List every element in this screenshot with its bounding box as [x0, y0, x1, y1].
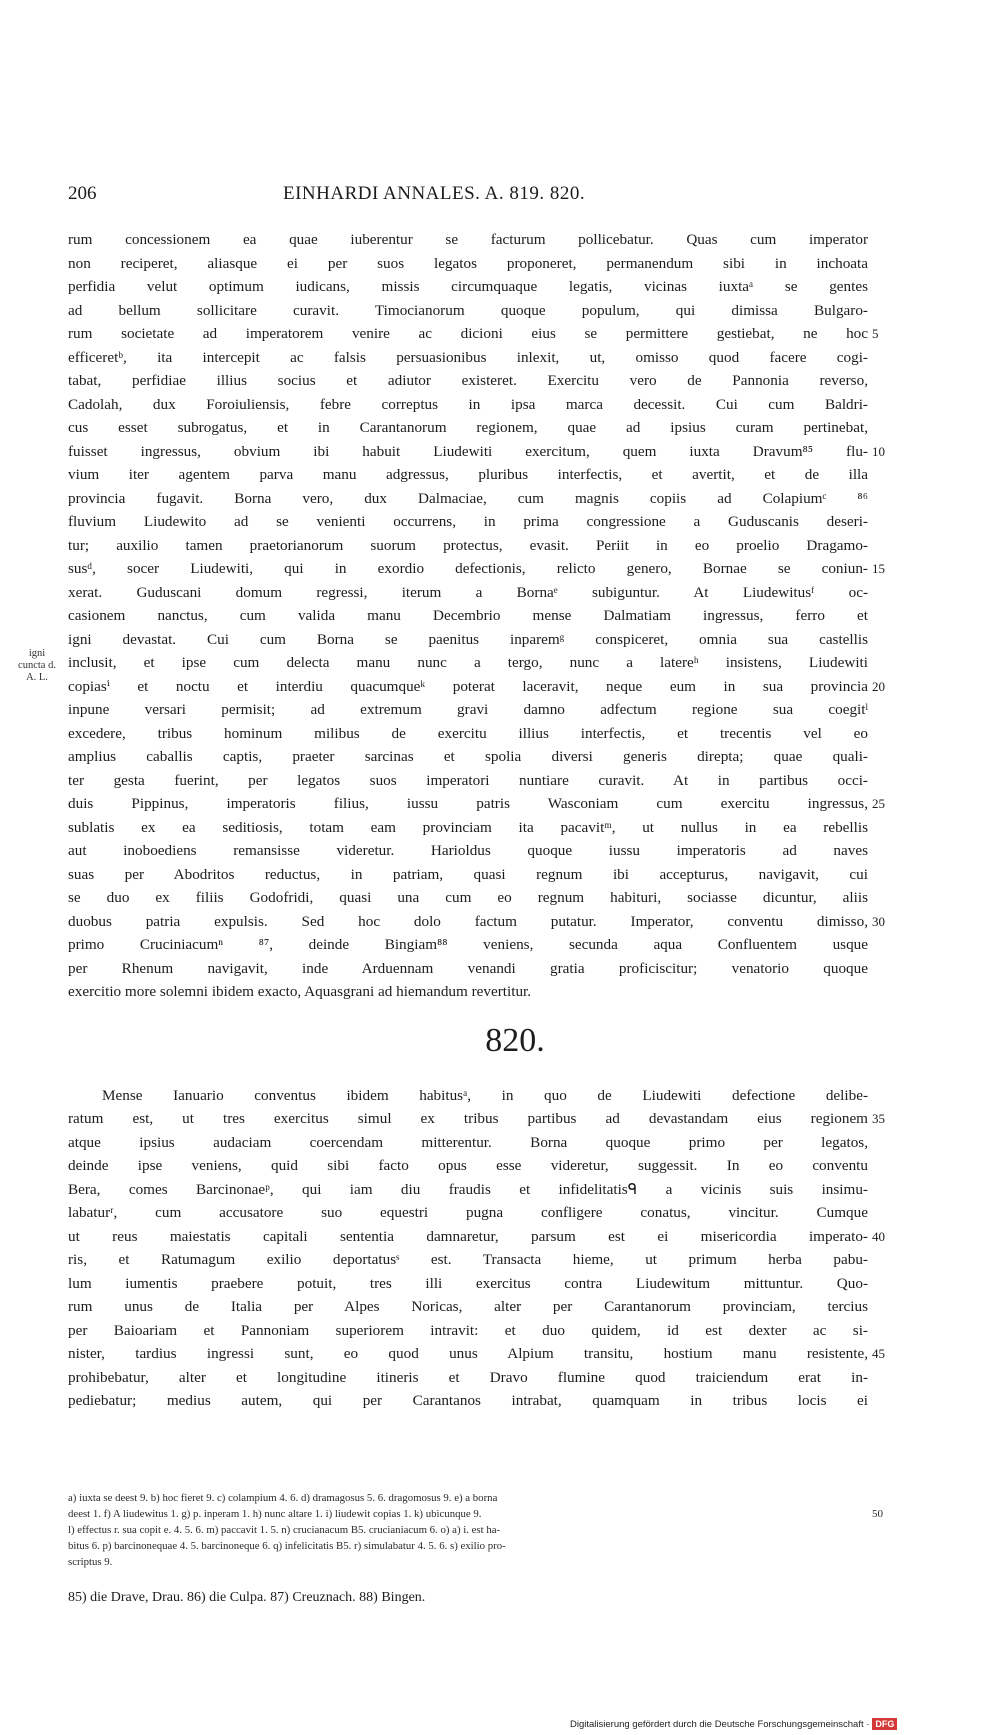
footnote-line — [68, 1538, 868, 1554]
body-line — [0, 1366, 1000, 1390]
body-line-text: Mense Ianuario conventus ibidem habitusᵃ, in quo de Liudewiti defectione delibe- — [102, 1086, 868, 1104]
body-line-text: tabat, perfidiae illius socius et adiutor existeret. Exercitu vero de Pannonia reverso, — [68, 372, 868, 389]
footnotes — [68, 1490, 883, 1570]
dfg-logo: DFG — [872, 1718, 897, 1730]
body-line-text: ad bellum sollicitare curavit. Timocianorum quoque populum, qui dimissa Bulgaro- — [68, 301, 868, 319]
geographic-notes: 85) die Drave, Drau. 86) die Culpa. 87) Creuznach. 88) Bingen. — [68, 1590, 426, 1605]
body-line — [0, 275, 1000, 299]
line-number: 10 — [872, 443, 885, 459]
body-line-text: fuisset ingressus, obvium ibi habuit Liudewiti exercitum, quem iuxta Dravum⁸⁵ flu- — [68, 442, 868, 460]
footer-text: Digitalisierung gefördert durch die Deutsche Forschungsgemeinschaft · — [570, 1719, 870, 1730]
body-line-text: rum unus de Italia per Alpes Noricas, alter per Carantanorum provinciam, tercius — [68, 1298, 868, 1315]
body-line — [0, 980, 1000, 1004]
running-title: EINHARDI ANNALES. A. 819. 820. — [283, 183, 586, 204]
line-number: 20 — [872, 678, 885, 694]
body-line-text: provincia fugavit. Borna vero, dux Dalmaciae, cum magnis copiis ad Colapiumᶜ ⁸⁶ — [68, 489, 868, 507]
footnote-line-text: a) iuxta se deest 9. b) hoc fieret 9. c) colampium 4. 6. d) dramagosus 5. 6. dragomosus 9. e) a borna — [68, 1492, 498, 1504]
body-line — [0, 1319, 1000, 1343]
body-line — [0, 534, 1000, 558]
body-line — [0, 769, 1000, 793]
line-number: 40 — [872, 1228, 885, 1244]
body-line-text: pediebatur; medius autem, qui per Carantanos intrabat, quamquam in tribus locis ei — [68, 1392, 868, 1409]
line-number: 45 — [872, 1346, 885, 1361]
body-line — [0, 816, 1000, 840]
body-line-text: tur; auxilio tamen praetorianorum suorum protectus, evasit. Periit in eo proelio Dragamo- — [68, 536, 868, 554]
body-line-text: duis Pippinus, imperatoris filius, iussu patris Wasconiam cum exercitu ingressus, — [68, 795, 868, 812]
body-line — [0, 1389, 1000, 1413]
body-line — [0, 440, 1000, 464]
body-line — [0, 1084, 1000, 1108]
body-line-text: amplius caballis captis, praeter sarcinas et spolia diversi generis direpta; quae quali- — [68, 748, 868, 765]
body-line-text: se duo ex filiis Godofridi, quasi una cum eo regnum habituri, sociasse dicuntur, aliis — [68, 889, 868, 906]
body-line-text: atque ipsius audaciam coercendam mitterentur. Borna quoque primo per legatos, — [68, 1133, 868, 1151]
body-line-text: ter gesta fuerint, per legatos suos imperatori nuntiare curavit. At in partibus occi- — [68, 771, 868, 789]
body-line — [0, 1225, 1000, 1249]
annal-819-text — [0, 228, 1000, 1004]
body-line — [0, 252, 1000, 276]
footnote-line-text: bitus 6. p) barcinonequae 4. 5. barcinoneque 6. q) infelicitatis B5. r) simulabatur 4. 5. 6. s) exilio pro- — [68, 1540, 506, 1552]
body-line-text: inpune versari permisit; ad extremum gravi damno adfectum regione sua coegitˡ — [68, 701, 868, 718]
body-line — [0, 557, 1000, 581]
body-line — [0, 510, 1000, 534]
body-line — [0, 1342, 1000, 1366]
footnote-line — [68, 1506, 883, 1522]
body-line — [0, 416, 1000, 440]
body-line-text: ris, et Ratumagum exilio deportatusˢ est. Transacta hieme, ut primum herba pabu- — [68, 1251, 868, 1268]
body-line-text: per Rhenum navigavit, inde Arduennam venandi gratia proficiscitur; venatorio quoque — [68, 959, 868, 977]
body-line-text: suas per Abodritos reductus, in patriam, quasi regnum ibi accepturus, navigavit, cui — [68, 865, 868, 883]
footnote-line-text: deest 1. f) A liudewitus 1. g) p. inperam 1. h) nunc altare 1. i) liudewit copias 1. k) ubicunque 9. — [68, 1508, 482, 1520]
body-line — [0, 228, 1000, 252]
body-line-text: excedere, tribus hominum milibus de exercitu illius interfectis, et trecentis vel eo — [68, 724, 868, 742]
line-number: 25 — [872, 796, 885, 811]
body-line — [0, 675, 1000, 699]
body-line — [0, 698, 1000, 722]
body-line-text: sublatis ex ea seditiosis, totam eam provinciam ita pacavitᵐ, ut nullus in ea rebellis — [68, 818, 868, 836]
body-line-text: fluvium Liudewito ad se venienti occurrens, in prima congressione a Guduscanis deseri- — [68, 513, 868, 530]
body-line — [0, 299, 1000, 323]
body-line — [0, 863, 1000, 887]
body-line — [0, 463, 1000, 487]
body-line — [0, 910, 1000, 934]
body-line-text: prohibebatur, alter et longitudine itineris et Dravo flumine quod traiciendum erat in- — [68, 1368, 868, 1386]
body-line — [0, 651, 1000, 675]
body-line-text: cus esset subrogatus, et in Carantanorum regionem, quae ad ipsius curam pertinebat, — [68, 419, 868, 436]
page-number: 206 — [68, 183, 97, 204]
main-text — [0, 228, 1000, 1413]
body-line-text: lum iumentis praebere potuit, tres illi exercitus contra Liudewitum mittuntur. Quo- — [68, 1274, 868, 1292]
footnote-line-text: l) effectus r. sua copit e. 4. 5. 6. m) paccavit 1. 5. n) crucianacum B5. crucianiacum 6. o) a) i. est ha- — [68, 1524, 501, 1536]
body-line — [0, 1295, 1000, 1319]
body-line-text: susᵈ, socer Liudewiti, qui in exordio defectionis, relicto genero, Bornae se coniun- — [68, 560, 868, 577]
body-line — [0, 839, 1000, 863]
body-line — [0, 1131, 1000, 1155]
body-line — [0, 1154, 1000, 1178]
digitization-footer — [570, 1718, 897, 1730]
body-line — [0, 933, 1000, 957]
line-number: 35 — [872, 1111, 885, 1126]
body-line — [0, 722, 1000, 746]
footnote-line — [68, 1554, 868, 1570]
body-line-text: vium iter agentem parva manu adgressus, pluribus interfectis, et avertit, et de illa — [68, 466, 868, 483]
body-line — [0, 745, 1000, 769]
body-line — [0, 886, 1000, 910]
body-line — [0, 1201, 1000, 1225]
body-line-text: duobus patria expulsis. Sed hoc dolo factum putatur. Imperator, conventu dimisso, — [68, 912, 868, 930]
body-line — [0, 604, 1000, 628]
body-line — [0, 487, 1000, 511]
body-line — [0, 1272, 1000, 1296]
body-line — [0, 628, 1000, 652]
body-line-text: aut inoboediens remansisse videretur. Harioldus quoque iussu imperatoris ad naves — [68, 842, 868, 859]
body-line-text: nister, tardius ingressi sunt, eo quod unus Alpium transitu, hostium manu resistente, — [68, 1345, 868, 1362]
body-line-text: primo Cruciniacumⁿ ⁸⁷, deinde Bingiam⁸⁸ veniens, secunda aqua Confluentem usque — [68, 936, 868, 953]
body-line — [0, 346, 1000, 370]
body-line-text: casionem nanctus, cum valida manu Decembrio mense Dalmatiam ingressus, ferro et — [68, 607, 868, 624]
body-line-text: Cadolah, dux Foroiuliensis, febre correptus in ipsa marca decessit. Cui cum Baldri- — [68, 395, 868, 413]
body-line — [0, 792, 1000, 816]
body-line-text: ratum est, ut tres exercitus simul ex tribus partibus ad devastandam eius regionem — [68, 1110, 868, 1127]
body-line-text: exercitio more solemni ibidem exacto, Aquasgrani ad hiemandum revertitur. — [68, 983, 532, 1000]
body-line — [0, 1178, 1000, 1202]
page-header — [68, 183, 858, 207]
body-line — [0, 957, 1000, 981]
body-line-text: inclusit, et ipse cum delecta manu nunc a tergo, nunc a latereʰ insistens, Liudewiti — [68, 654, 868, 671]
line-number: 15 — [872, 561, 885, 576]
line-number: 30 — [872, 913, 885, 929]
body-line-text: labaturʳ, cum accusatore suo equestri pugna confligere conatus, vincitur. Cumque — [68, 1204, 868, 1221]
body-line-text: Bera, comes Barcinonaeᵖ, qui iam diu fraudis et infidelitatisᑫ a vicinis suis insimu- — [68, 1180, 868, 1198]
body-line-text: igni devastat. Cui cum Borna se paenitus inparemᵍ conspiceret, omnia sua castellis — [68, 630, 868, 648]
body-line-text: rum concessionem ea quae iuberentur se facturum pollicebatur. Quas cum imperator — [68, 231, 868, 248]
body-line-text: per Baioariam et Pannoniam superiorem intravit: et duo quidem, id est dexter ac si- — [68, 1321, 868, 1339]
line-number: 50 — [872, 1508, 883, 1520]
body-line-text: rum societate ad imperatorem venire ac dicioni eius se permittere gestiebat, ne hoc — [68, 325, 868, 342]
body-line-text: copiasⁱ et noctu et interdiu quacumqueᵏ poterat laceravit, neque eum in sua provincia — [68, 677, 868, 695]
body-line — [0, 393, 1000, 417]
body-line-text: xerat. Guduscani domum regressi, iterum a Bornaᵉ subiguntur. At Liudewitusᶠ oc- — [68, 583, 868, 601]
body-line — [0, 1248, 1000, 1272]
body-line — [0, 322, 1000, 346]
body-line — [0, 581, 1000, 605]
line-number: 5 — [872, 326, 879, 341]
body-line-text: perfidia velut optimum iudicans, missis circumquaque legatis, vicinas iuxtaᵃ se gentes — [68, 278, 868, 295]
margin-note: igni cuncta d. A. L. — [18, 648, 56, 683]
body-line — [0, 369, 1000, 393]
body-line-text: deinde ipse veniens, quid sibi facto opus esse videretur, suggessit. In eo conventu — [68, 1157, 868, 1174]
body-line-text: efficeretᵇ, ita intercepit ac falsis persuasionibus inlexit, ut, omisso quod facere cogi- — [68, 348, 868, 366]
footnote-line — [68, 1522, 868, 1538]
body-line-text: ut reus maiestatis capitali sententia damnaretur, parsum est ei misericordia imperato- — [68, 1227, 868, 1245]
footnote-line-text: scriptus 9. — [68, 1556, 113, 1568]
annal-820-text — [0, 1084, 1000, 1413]
footnote-line — [68, 1490, 868, 1506]
body-line-text: non reciperet, aliasque ei per suos legatos proponeret, permanendum sibi in inchoata — [68, 254, 868, 272]
year-heading: 820. — [485, 1021, 545, 1059]
body-line — [0, 1107, 1000, 1131]
